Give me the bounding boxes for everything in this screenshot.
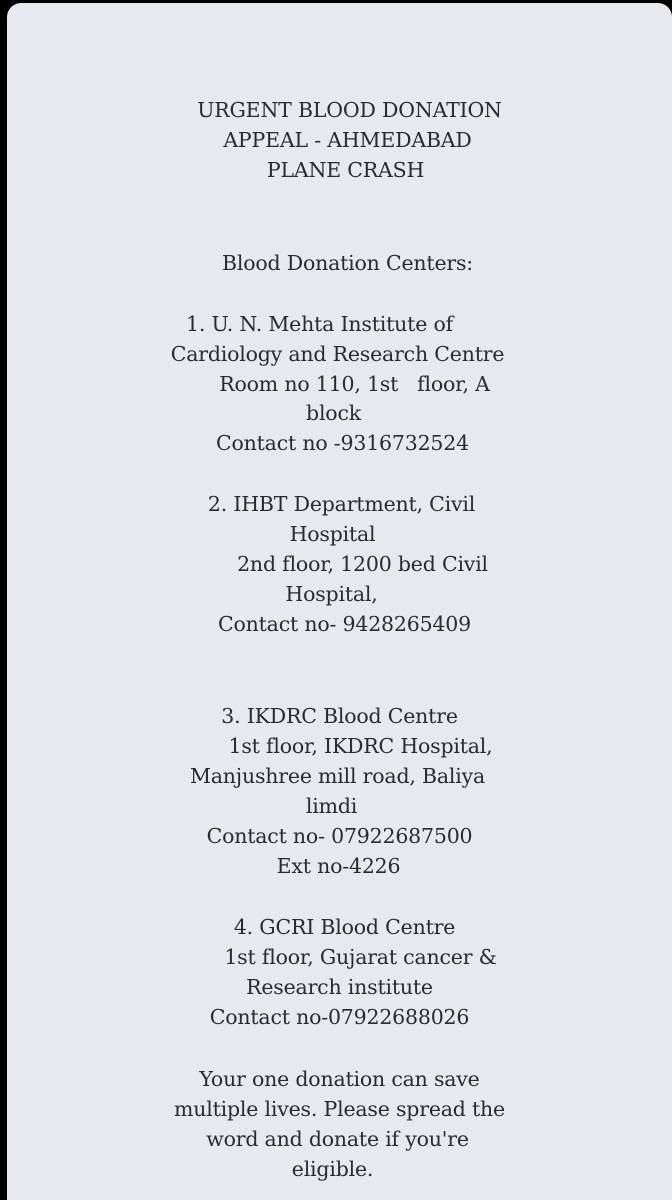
center-4-name-line-1: 4. GCRI Blood Centre [233,915,456,939]
center-1-address-line-1: Room no 110, 1st floor, A [219,372,490,396]
center-4-address-line-1: 1st floor, Gujarat cancer & [224,945,497,969]
center-1-name-line-2: Cardiology and Research Centre [170,342,505,366]
center-2-name-line-2: Hospital [289,522,376,546]
closing-line-4: eligible. [291,1157,374,1181]
center-3-address-line-1: 1st floor, IKDRC Hospital, [228,734,493,758]
center-2-name-line-1: 2. IHBT Department, Civil [207,492,476,516]
center-2-contact: Contact no- 9428265409 [218,612,471,636]
center-3-address-line-2: Manjushree mill road, Baliya [189,764,486,788]
center-3-address-line-3: limdi [305,794,358,818]
closing-line-2: multiple lives. Please spread the [174,1097,505,1121]
center-1-address-line-2: block [306,401,361,425]
center-3-name-line-1: 3. IKDRC Blood Centre [221,704,458,728]
center-2-address-line-1: 2nd floor, 1200 bed Civil [237,552,488,576]
story-card [7,3,672,1200]
center-4-address-line-2: Research institute [246,975,433,999]
closing-line-1: Your one donation can save [199,1067,480,1091]
center-3-extension: Ext no-4226 [276,854,401,878]
center-4-contact: Contact no-07922688026 [209,1005,470,1029]
title-line-1: URGENT BLOOD DONATION [197,98,502,122]
center-2-address-line-2: Hospital, [285,582,378,606]
center-1-name-line-1: 1. U. N. Mehta Institute of [186,312,453,336]
title-line-2: APPEAL - AHMEDABAD [223,128,472,152]
center-1-contact: Contact no -9316732524 [216,431,469,455]
center-3-contact: Contact no- 07922687500 [206,824,473,848]
title-line-3: PLANE CRASH [266,158,425,182]
centers-heading: Blood Donation Centers: [221,251,474,275]
closing-line-3: word and donate if you're [206,1127,469,1151]
